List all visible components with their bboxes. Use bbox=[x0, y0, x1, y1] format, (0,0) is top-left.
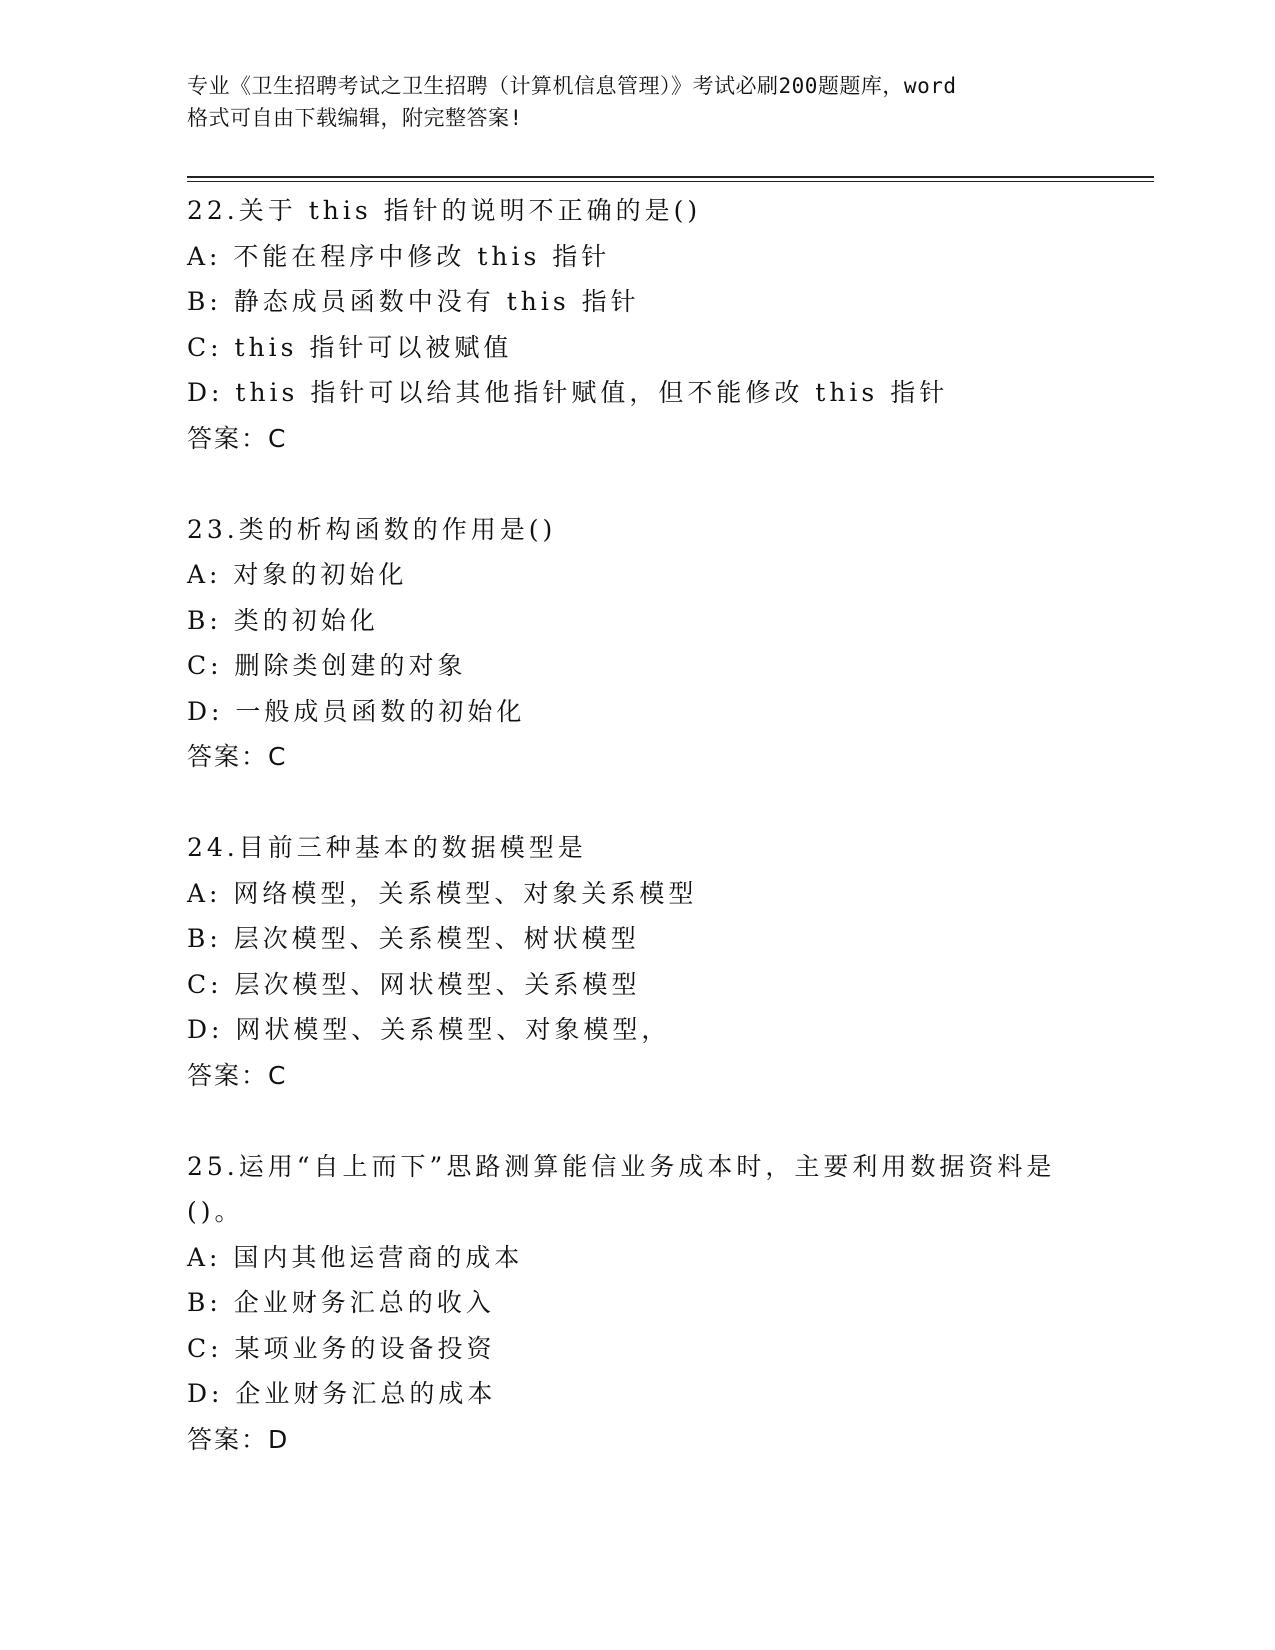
option-b: B: 静态成员函数中没有 this 指针 bbox=[187, 287, 640, 316]
option-c: C: this 指针可以被赋值 bbox=[187, 332, 513, 362]
option-c: C: 某项业务的设备投资 bbox=[187, 1333, 496, 1363]
question-stem: 24.目前三种基本的数据模型是 bbox=[187, 833, 587, 862]
option-c: C: 层次模型、网状模型、关系模型 bbox=[187, 969, 641, 999]
question-stem: 25.运用“自上而下”思路测算能信业务成本时，主要利用数据资料是()。 bbox=[187, 1151, 1056, 1226]
question-22 bbox=[187, 188, 1087, 507]
header-line-1: 专业《卫生招聘考试之卫生招聘（计算机信息管理）》考试必刷200题题库，word bbox=[187, 74, 957, 98]
answer-label: 答案：C bbox=[187, 423, 288, 453]
option-d: D: this 指针可以给其他指针赋值，但不能修改 this 指针 bbox=[187, 378, 949, 407]
spacer bbox=[187, 1098, 1087, 1144]
question-24 bbox=[187, 825, 1087, 1144]
header-divider-thin bbox=[187, 181, 1154, 182]
question-list bbox=[187, 188, 1087, 1462]
answer-label: 答案：D bbox=[187, 1424, 290, 1454]
option-d: D: 网状模型、关系模型、对象模型， bbox=[187, 1015, 671, 1044]
question-25 bbox=[187, 1144, 1087, 1463]
option-b: B: 类的初始化 bbox=[187, 605, 379, 635]
option-d: D: 企业财务汇总的成本 bbox=[187, 1379, 497, 1408]
option-a: A: 对象的初始化 bbox=[187, 560, 408, 589]
header-line-2: 格式可自由下载编辑，附完整答案! bbox=[187, 106, 523, 130]
option-a: A: 网络模型，关系模型、对象关系模型 bbox=[187, 878, 698, 908]
spacer bbox=[187, 780, 1087, 826]
option-a: A: 不能在程序中修改 this 指针 bbox=[187, 241, 611, 271]
question-stem: 22.关于 this 指针的说明不正确的是() bbox=[187, 196, 702, 225]
spacer bbox=[187, 461, 1087, 507]
option-c: C: 删除类创建的对象 bbox=[187, 651, 467, 680]
answer-label: 答案：C bbox=[187, 1060, 288, 1090]
answer-label: 答案：C bbox=[187, 742, 288, 771]
question-23 bbox=[187, 507, 1087, 826]
option-d: D: 一般成员函数的初始化 bbox=[187, 696, 526, 726]
header-divider-thick bbox=[187, 176, 1154, 178]
document-header bbox=[187, 70, 1087, 134]
option-b: B: 层次模型、关系模型、树状模型 bbox=[187, 924, 640, 953]
option-b: B: 企业财务汇总的收入 bbox=[187, 1288, 495, 1317]
question-stem: 23.类的析构函数的作用是() bbox=[187, 514, 557, 544]
option-a: A: 国内其他运营商的成本 bbox=[187, 1242, 524, 1272]
